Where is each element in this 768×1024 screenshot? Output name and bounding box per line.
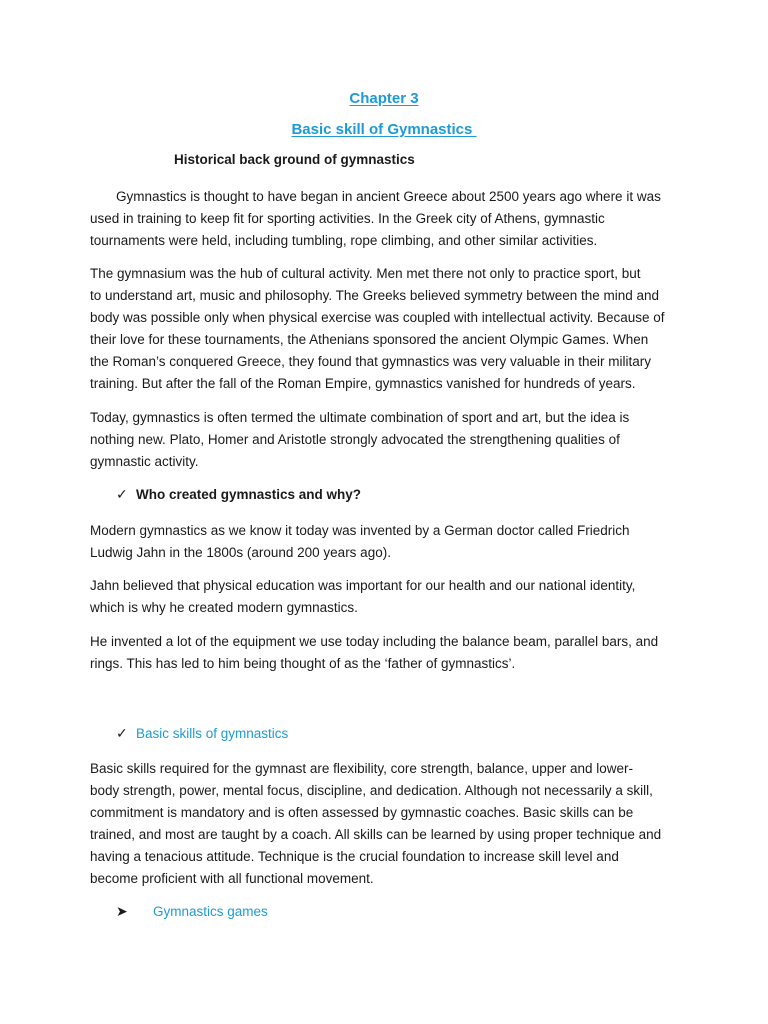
- skills-paragraph: [90, 758, 690, 890]
- paragraph-line: Jahn believed that physical education was important for our health and our national identity,: [90, 578, 636, 593]
- paragraph-line: Modern gymnastics as we know it today was invented by a German doctor called Friedrich: [90, 523, 630, 538]
- paragraph-line: He invented a lot of the equipment we use today including the balance beam, parallel bars, and: [90, 634, 659, 649]
- gymnastics-games-label: Gymnastics games: [153, 904, 268, 919]
- paragraph-line: commitment is mandatory and is often assessed by gymnastic coaches. Basic skills can be: [90, 805, 634, 820]
- who-created-label: Who created gymnastics and why?: [136, 487, 362, 502]
- arrow-bullet-icon: ➤: [116, 903, 128, 919]
- paragraph-line: body was possible only when physical exercise was coupled with intellectual activity. Because of: [90, 310, 665, 325]
- equipment-paragraph: [90, 631, 690, 675]
- paragraph-line: to understand art, music and philosophy. The Greeks believed symmetry between the mind and: [90, 288, 660, 303]
- paragraph-line: tournaments were held, including tumbling, rope climbing, and other similar activities.: [90, 233, 598, 248]
- modern-paragraph: [90, 520, 690, 564]
- paragraph-line: body strength, power, mental focus, discipline, and dedication. Although not necessarily a skill,: [90, 783, 653, 798]
- paragraph-line: become proficient with all functional movement.: [90, 871, 374, 886]
- paragraph-line: The gymnasium was the hub of cultural activity. Men met there not only to practice sport, but: [90, 266, 641, 281]
- chapter-title-text: Chapter 3: [349, 90, 419, 107]
- paragraph-line: Today, gymnastics is often termed the ultimate combination of sport and art, but the idea is: [90, 410, 630, 425]
- chapter-subtitle-text: Basic skill of Gymnastics: [291, 121, 477, 138]
- checkmark-icon: ✓: [116, 725, 128, 741]
- intro-paragraph: [90, 186, 690, 252]
- chapter-subtitle: [0, 121, 768, 138]
- paragraph-line: their love for these tournaments, the Athenians sponsored the ancient Olympic Games. When: [90, 332, 649, 347]
- gymnasium-paragraph: [90, 263, 690, 395]
- paragraph-line: trained, and most are taught by a coach. All skills can be learned by using proper technique and: [90, 827, 662, 842]
- who-created-heading: [116, 486, 361, 503]
- today-paragraph: [90, 407, 690, 473]
- paragraph-line: rings. This has led to him being thought of as the ‘father of gymnastics’.: [90, 656, 516, 671]
- checkmark-icon: ✓: [116, 486, 128, 502]
- paragraph-line: nothing new. Plato, Homer and Aristotle strongly advocated the strengthening qualities of: [90, 432, 620, 447]
- paragraph-line: Basic skills required for the gymnast are flexibility, core strength, balance, upper and lower-: [90, 761, 634, 776]
- gymnastics-games-heading: [116, 903, 268, 920]
- basic-skills-heading: [116, 725, 288, 742]
- paragraph-line: training. But after the fall of the Roman Empire, gymnastics vanished for hundreds of years.: [90, 376, 636, 391]
- paragraph-line: the Roman’s conquered Greece, they found that gymnastics was very valuable in their military: [90, 354, 652, 369]
- paragraph-line: used in training to keep fit for sporting activities. In the Greek city of Athens, gymnastic: [90, 211, 605, 226]
- paragraph-line: Ludwig Jahn in the 1800s (around 200 years ago).: [90, 545, 391, 560]
- basic-skills-label: Basic skills of gymnastics: [136, 726, 289, 741]
- chapter-title: [0, 90, 768, 107]
- historical-heading: Historical back ground of gymnastics: [174, 152, 415, 167]
- paragraph-line: which is why he created modern gymnastics.: [90, 600, 358, 615]
- paragraph-line: Gymnastics is thought to have began in ancient Greece about 2500 years ago where it was: [116, 189, 661, 204]
- jahn-paragraph: [90, 575, 690, 619]
- paragraph-line: gymnastic activity.: [90, 454, 199, 469]
- paragraph-line: having a tenacious attitude. Technique is the crucial foundation to increase skill level and: [90, 849, 619, 864]
